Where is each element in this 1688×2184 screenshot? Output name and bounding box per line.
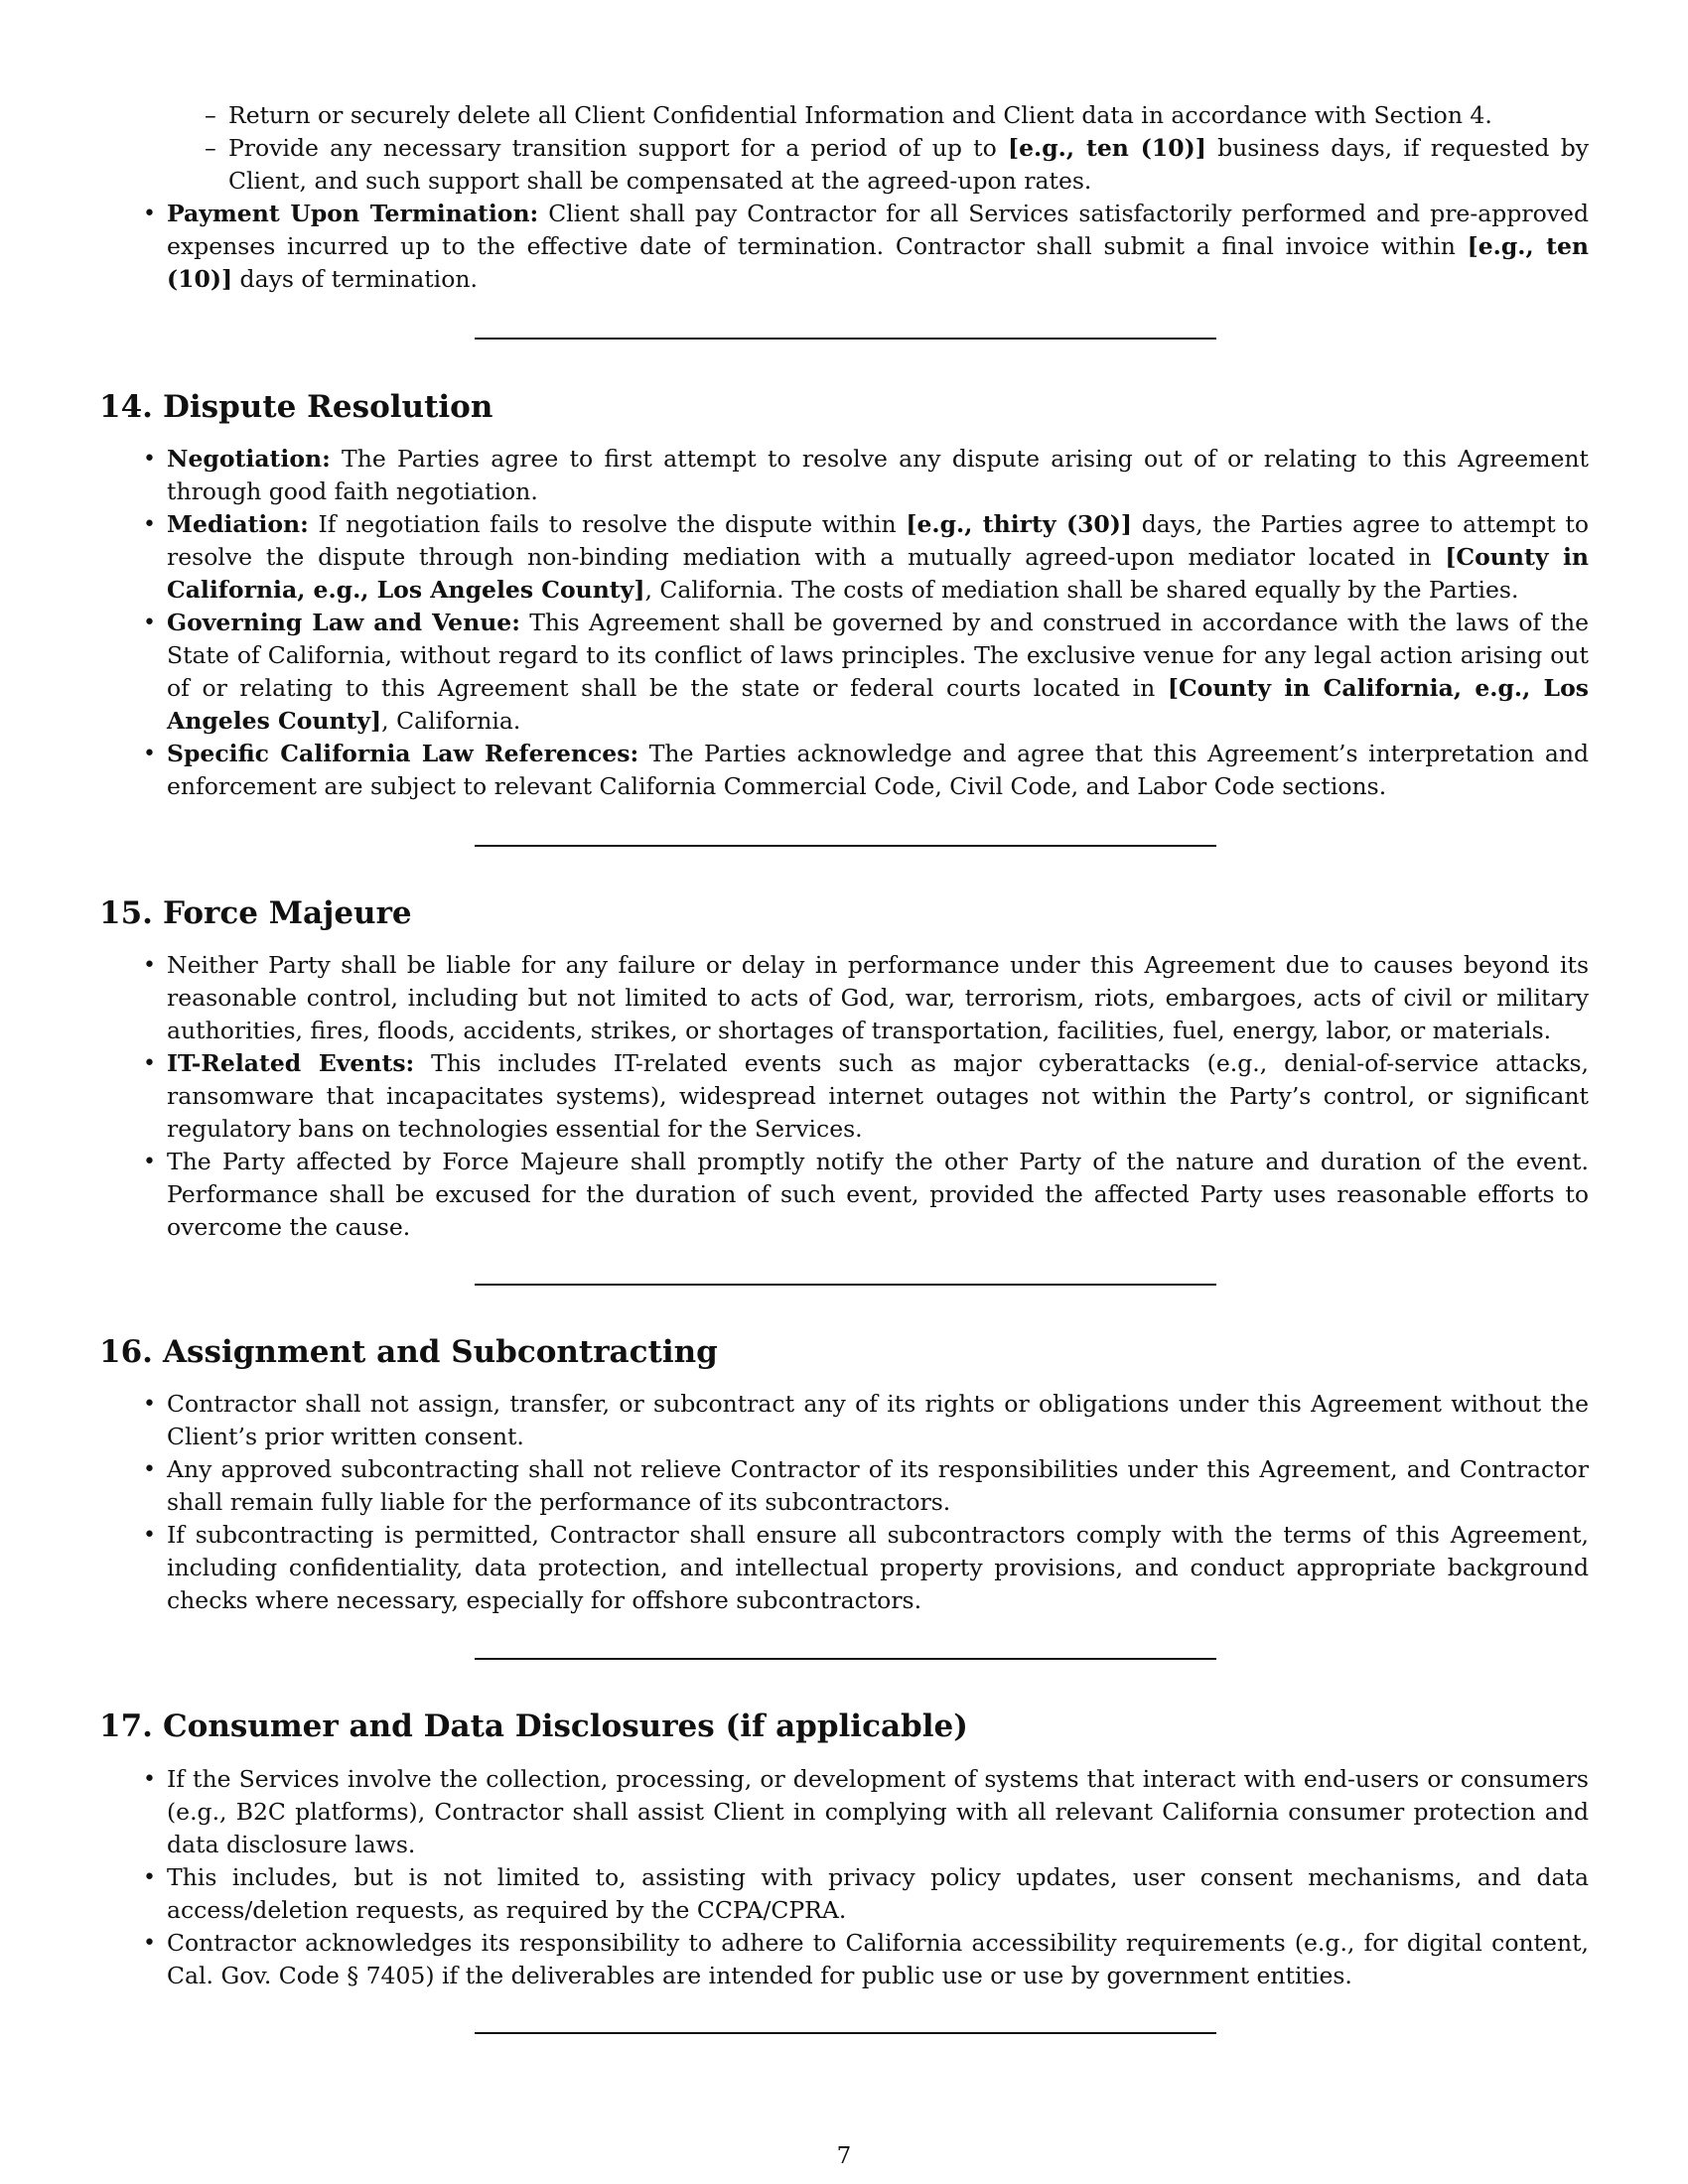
section-divider <box>475 1658 1216 1660</box>
section-title: Assignment and Subcontracting <box>163 1334 718 1370</box>
list-item <box>99 738 1589 803</box>
placeholder-term: [County in California, e.g., Los Angeles County] <box>167 543 1589 604</box>
list-item-text: , California. The costs of mediation shall be shared equally by the Parties. <box>644 576 1519 604</box>
list-item <box>99 607 1589 738</box>
section-number: 17. <box>99 1708 153 1744</box>
item-label: Negotiation: <box>167 445 331 473</box>
section-title: Dispute Resolution <box>163 389 493 425</box>
section-divider <box>475 1284 1216 1286</box>
section-15-list <box>99 949 1589 1244</box>
list-item-text: days, the Parties agree to attempt to resolve the dispute through non-binding mediation with a mutually agreed-upon mediator located in <box>167 510 1589 571</box>
section-title: Consumer and Data Disclosures (if applicable) <box>163 1708 968 1744</box>
list-item-text: The Party affected by Force Majeure shall promptly notify the other Party of the nature and duration of the event. Performance shall be excused for the duration of such event, provided the affected Party uses reasonable efforts to overcome the cause. <box>167 1148 1589 1241</box>
list-item-text: Any approved subcontracting shall not relieve Contractor of its responsibilities under this Agreement, and Contractor shall remain fully liable for the performance of its subcontractors. <box>167 1455 1589 1516</box>
termination-continuation <box>99 99 1589 296</box>
list-item-text: This includes IT-related events such as major cyberattacks (e.g., denial-of-service attacks, ransomware that incapacitates systems), widespread internet outages not within the Party’s control, or significant regulatory bans on technologies essential for the Services. <box>167 1049 1589 1143</box>
list-item-text: This Agreement shall be governed by and construed in accordance with the laws of the State of California, without regard to its conflict of laws principles. The exclusive venue for any legal action arising out of or relating to this Agreement shall be the state or federal courts located in <box>167 609 1589 702</box>
section-14-body <box>99 443 1589 803</box>
section-heading-15 <box>99 893 412 933</box>
item-label: Payment Upon Termination: <box>167 200 539 227</box>
page-number: 7 <box>836 2143 852 2169</box>
list-item-text: days of termination. <box>232 265 478 293</box>
placeholder-term: [e.g., thirty (30)] <box>906 510 1133 538</box>
list-item-text: If subcontracting is permitted, Contractor shall ensure all subcontractors comply with the terms of this Agreement, including confidentiality, data protection, and intellectual property provisions, and conduct appropriate background checks where necessary, especially for offshore subcontractors. <box>167 1521 1589 1614</box>
list-item <box>99 1047 1589 1146</box>
section-16-list <box>99 1388 1589 1617</box>
placeholder-term: [e.g., ten (10)] <box>1007 134 1206 162</box>
termination-sub-list <box>99 99 1589 198</box>
list-item-text: The Parties agree to first attempt to resolve any dispute arising out of or relating to this Agreement through good faith negotiation. <box>167 445 1589 505</box>
list-item-text: Contractor acknowledges its responsibility to adhere to California accessibility requirements (e.g., for digital content, Cal. Gov. Code § 7405) if the deliverables are intended for public use or use by government entities. <box>167 1929 1589 1989</box>
section-17-list <box>99 1763 1589 1992</box>
item-label: IT-Related Events: <box>167 1049 415 1077</box>
list-item <box>99 132 1589 198</box>
section-title: Force Majeure <box>163 895 412 931</box>
list-item <box>99 1519 1589 1617</box>
list-item-text: Neither Party shall be liable for any failure or delay in performance under this Agreement due to causes beyond its reasonable control, including but not limited to acts of God, war, terrorism, riots, embargoes, acts of civil or military authorities, fires, floods, accidents, strikes, or shortages of transportation, facilities, fuel, energy, labor, or materials. <box>167 951 1589 1044</box>
list-item <box>99 1927 1589 1992</box>
item-label: Governing Law and Venue: <box>167 609 520 636</box>
list-item-text: This includes, but is not limited to, assisting with privacy policy updates, user consent mechanisms, and data access/deletion requests, as required by the CCPA/CPRA. <box>167 1863 1589 1924</box>
list-item <box>99 198 1589 296</box>
item-label: Specific California Law References: <box>167 740 639 767</box>
section-heading-16 <box>99 1332 718 1372</box>
list-item <box>99 949 1589 1047</box>
list-item <box>99 1861 1589 1927</box>
placeholder-term: [e.g., ten (10)] <box>167 232 1590 293</box>
list-item <box>99 1146 1589 1244</box>
section-heading-17 <box>99 1706 968 1746</box>
list-item-text: Contractor shall not assign, transfer, or subcontract any of its rights or obligations under this Agreement without the Client’s prior written consent. <box>167 1390 1589 1450</box>
section-heading-14 <box>99 387 492 427</box>
section-divider <box>475 338 1216 340</box>
list-item-text: If the Services involve the collection, processing, or development of systems that interact with end-users or consumers (e.g., B2C platforms), Contractor shall assist Client in complying with all relevant California consumer protection and data disclosure laws. <box>167 1765 1589 1858</box>
section-number: 15. <box>99 895 153 931</box>
list-item-text: Client shall pay Contractor for all Services satisfactorily performed and pre-approved expenses incurred up to the effective date of termination. Contractor shall submit a final invoice within <box>167 200 1589 260</box>
termination-list <box>99 198 1589 296</box>
list-item <box>99 1388 1589 1453</box>
placeholder-term: [County in California, e.g., Los Angeles County] <box>167 674 1589 735</box>
section-15-body <box>99 949 1589 1244</box>
list-item-text: business days, if requested by Client, and such support shall be compensated at the agreed-upon rates. <box>228 134 1590 195</box>
list-item <box>99 1763 1589 1861</box>
item-label: Mediation: <box>167 510 309 538</box>
list-item-text: Provide any necessary transition support for a period of up to <box>228 134 1008 162</box>
list-item <box>99 99 1589 132</box>
section-number: 16. <box>99 1334 153 1370</box>
list-item <box>99 1453 1589 1519</box>
list-item-text: If negotiation fails to resolve the dispute within <box>308 510 907 538</box>
section-14-list <box>99 443 1589 803</box>
list-item-text: , California. <box>381 707 521 735</box>
list-item <box>99 443 1589 508</box>
section-number: 14. <box>99 389 153 425</box>
section-16-body <box>99 1388 1589 1617</box>
section-divider <box>475 2032 1216 2034</box>
list-item <box>99 508 1589 607</box>
section-17-body <box>99 1763 1589 1992</box>
list-item-text: The Parties acknowledge and agree that this Agreement’s interpretation and enforcement are subject to relevant California Commercial Code, Civil Code, and Labor Code sections. <box>167 740 1590 800</box>
list-item-text: Return or securely delete all Client Confidential Information and Client data in accordance with Section 4. <box>228 101 1492 129</box>
section-divider <box>475 845 1216 847</box>
